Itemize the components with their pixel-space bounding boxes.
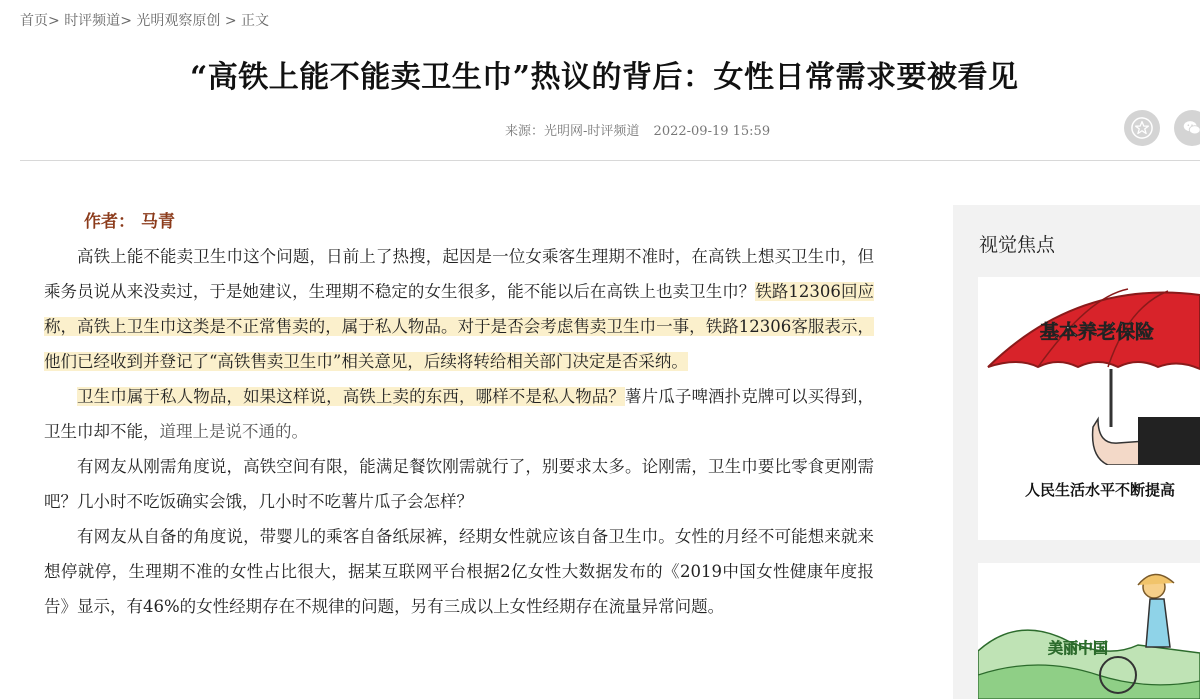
highlighted-text: 铁路12306回应称，高铁上卫生巾这类是不正常售卖的，属于私人物品。对于是否会考虑售卖卫生巾一事，铁路12306客服表示，他们已经收到并登记了“高铁售卖卫生巾”相关意见，后续将转给相关部门决定是否采纳。 (44, 282, 875, 371)
article-title: “高铁上能不能卖卫生巾”热议的背后：女性日常需求要被看见 (190, 60, 1019, 95)
beautiful-china-illustration (978, 563, 1200, 699)
focus-image-pension[interactable] (978, 277, 1200, 465)
focus-image-beautiful-china[interactable] (978, 563, 1200, 699)
paragraph: 有网友从自备的角度说，带婴儿的乘客自备纸尿裤，经期女性就应该自备卫生巾。女性的月经不可能想来就来想停就停，生理期不准的女性占比很大，据某互联网平台根据2亿女性大数据发布的《2019中国女性健康年度报告》显示，有46%的女性经期存在不规律的问题，另有三成以上女性经期存在流量异常问题。 (44, 527, 874, 616)
sidebar-title: 视觉焦点 (979, 234, 1056, 256)
favorite-button[interactable] (1124, 110, 1160, 146)
wechat-icon (1181, 117, 1200, 139)
focus-caption-card[interactable] (978, 465, 1200, 540)
breadcrumb: 首页> 时评频道> 光明观察原创 > 正文 (20, 13, 270, 29)
umbrella-text: 基本养老保险 (1040, 321, 1155, 343)
article-source: 来源：光明网-时评频道 (505, 124, 640, 139)
article-meta (505, 120, 770, 139)
article-author (84, 207, 874, 237)
breadcrumb-current: 正文 (241, 13, 270, 29)
umbrella-illustration (978, 277, 1200, 465)
visual-focus-sidebar (953, 205, 1200, 699)
paragraph (44, 379, 874, 449)
paragraph-text: 高铁上能不能卖卫生巾这个问题，日前上了热搜，起因是一位女乘客生理期不准时，在高铁上想买卫生巾，但乘务员说从来没卖过，于是她建议，生理期不稳定的女生很多，能不能以后在高铁上也卖卫生巾？ (44, 247, 874, 301)
beautiful-china-text: 美丽中国 (1048, 639, 1109, 657)
wechat-share-button[interactable] (1174, 110, 1200, 146)
star-icon (1131, 117, 1153, 139)
author-label: 作者： (84, 212, 135, 232)
paragraph-text: 道理上是说不通的。 (159, 422, 308, 441)
focus-caption[interactable]: 人民生活水平不断提高 (1025, 481, 1176, 499)
breadcrumb-section-link[interactable]: 光明观察原创 (136, 13, 221, 29)
breadcrumb-channel-link[interactable]: 时评频道 (64, 13, 121, 29)
paragraph: 有网友从刚需角度说，高铁空间有限，能满足餐饮刚需就行了，别要求太多。论刚需，卫生巾要比零食更刚需吧？几小时不吃饭确实会饿，几小时不吃薯片瓜子会怎样？ (44, 457, 874, 511)
paragraph-text: 薯片瓜子啤酒扑克牌可以买得到，卫生巾却不能， (44, 387, 875, 441)
header-divider (20, 160, 1200, 161)
article-date: 2022-09-19 15:59 (653, 124, 771, 139)
breadcrumb-home-link[interactable]: 首页 (20, 13, 48, 29)
author-name: 马青 (141, 212, 175, 232)
paragraph (44, 239, 874, 379)
article-body (44, 207, 874, 624)
highlighted-text: 卫生巾属于私人物品，如果这样说，高铁上卖的东西，哪样不是私人物品？ (77, 387, 626, 406)
